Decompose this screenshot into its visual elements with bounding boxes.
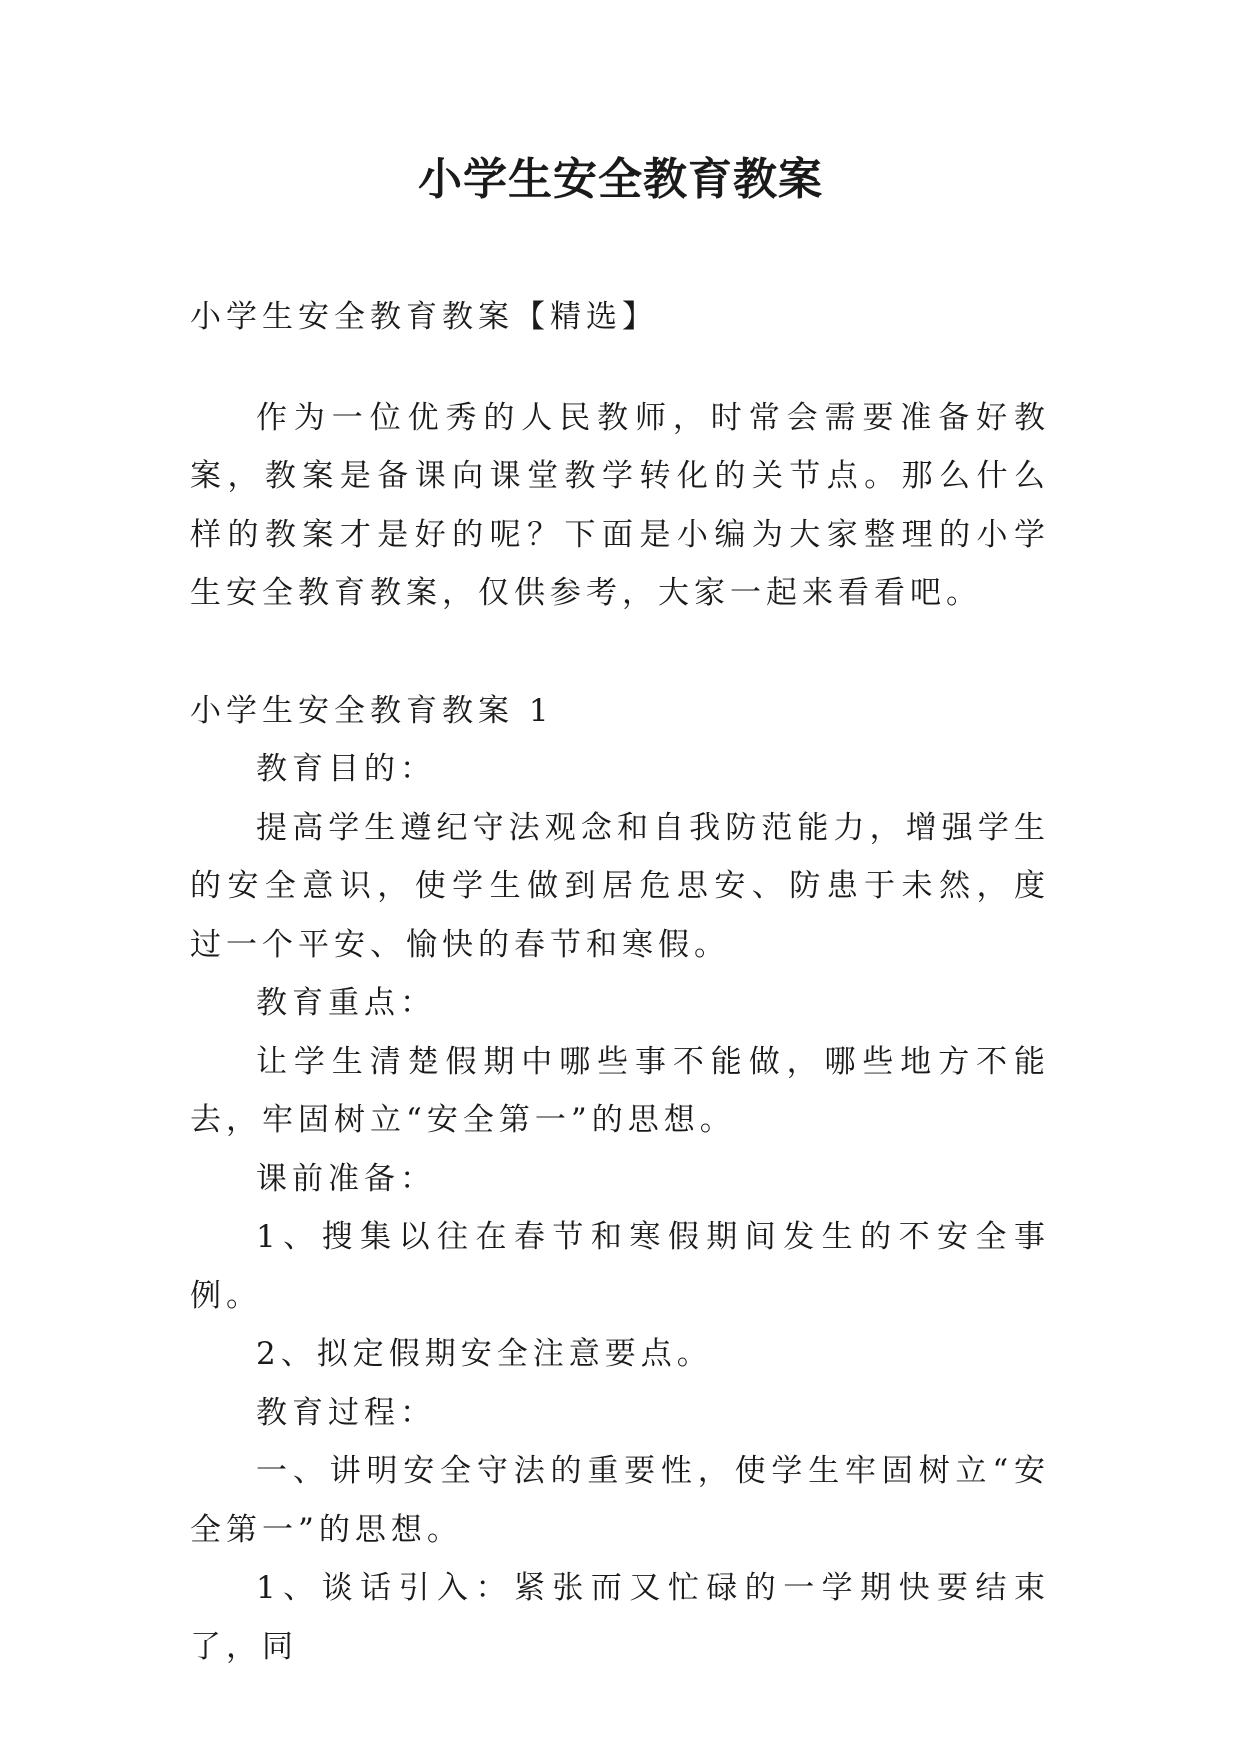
- paragraph-education-focus: 让学生清楚假期中哪些事不能做，哪些地方不能去，牢固树立“安全第一”的思想。: [190, 1043, 1050, 1138]
- preparation-item-2: 2、拟定假期安全注意要点。: [256, 1336, 713, 1372]
- label-education-goal: 教育目的：: [256, 751, 436, 787]
- process-step-1: 一、讲明安全守法的重要性，使学生牢固树立“安全第一”的思想。: [190, 1453, 1050, 1548]
- document-body: [190, 288, 1050, 1676]
- paragraph-education-goal: 提高学生遵纪守法观念和自我防范能力，增强学生的安全意识，使学生做到居危思安、防患于未然，度过一个平安、愉快的春节和寒假。: [190, 809, 1050, 963]
- document-title: 小学生安全教育教案: [418, 154, 823, 205]
- document-subtitle: 小学生安全教育教案【精选】: [190, 299, 658, 335]
- label-preparation: 课前准备：: [256, 1160, 436, 1197]
- label-education-focus: 教育重点：: [256, 985, 436, 1021]
- intro-paragraph: 作为一位优秀的人民教师，时常会需要准备好教案，教案是备课向课堂教学转化的关节点。那么什么样的教案才是好的呢？下面是小编为大家整理的小学生安全教育教案，仅供参考，大家一起来看看吧。: [190, 399, 1050, 611]
- preparation-item-1: 1、搜集以往在春节和寒假期间发生的不安全事例。: [190, 1219, 1050, 1314]
- section-heading: 小学生安全教育教案 1: [190, 692, 554, 729]
- process-substep-1: 1、谈话引入：紧张而又忙碌的一学期快要结束了，同: [190, 1570, 1050, 1665]
- label-education-process: 教育过程：: [256, 1394, 436, 1431]
